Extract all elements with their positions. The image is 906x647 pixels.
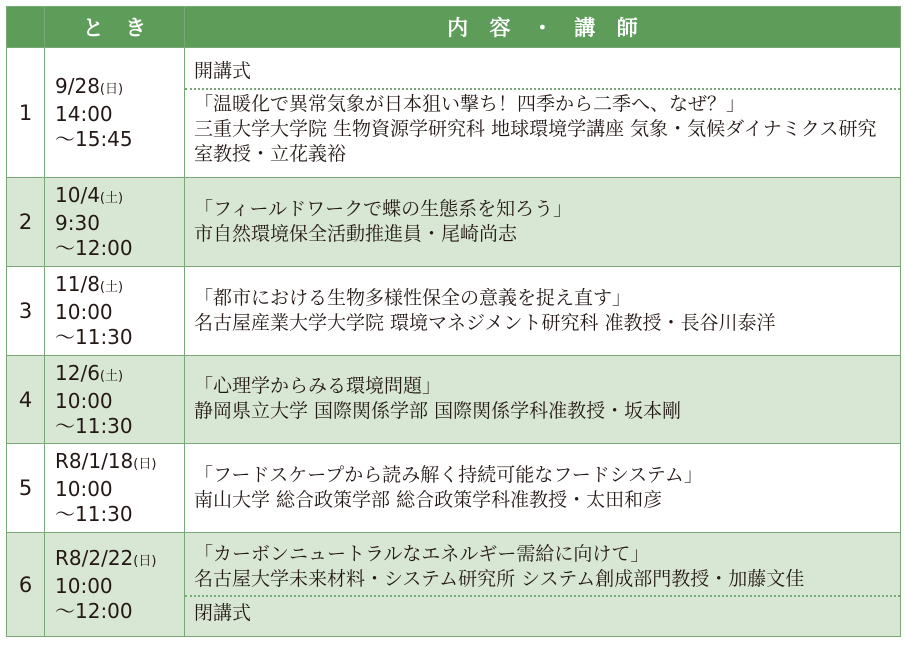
session-datetime — [45, 178, 185, 267]
session-weekday: (日) — [99, 81, 124, 97]
session-start: 14:00 — [55, 101, 113, 126]
session-date: R8/2/22 — [55, 545, 134, 570]
lecture-title: 「フィールドワークで蝶の生態系を知ろう」 — [194, 197, 573, 220]
lecture-speaker: 南山大学 総合政策学部 総合政策学科准教授・太田和彦 — [194, 488, 663, 511]
session-date: 12/6 — [55, 360, 100, 385]
session-end: 〜12:00 — [55, 598, 133, 623]
lecture-block — [185, 372, 900, 427]
session-datetime — [45, 356, 185, 444]
lecture-speaker: 名古屋大学未来材料・システム研究所 システム創成部門教授・加藤文佳 — [194, 567, 805, 590]
session-start: 9:30 — [55, 211, 100, 235]
session-number: 1 — [7, 48, 45, 178]
table-row — [7, 267, 901, 356]
session-content — [185, 356, 901, 444]
session-weekday: (日) — [133, 457, 157, 472]
table-row — [7, 48, 901, 178]
table-row — [7, 444, 901, 533]
session-start: 10:00 — [55, 300, 113, 324]
lecture-block — [185, 284, 900, 339]
lecture-title: 「温暖化で異常気象が日本狙い撃ち！四季から二季へ、なぜ？」 — [194, 93, 746, 115]
header-number-cell — [7, 7, 45, 48]
session-content — [185, 48, 901, 178]
lecture-speaker: 市自然環境保全活動推進員・尾崎尚志 — [194, 222, 518, 245]
lecture-speaker: 静岡県立大学 国際関係学部 国際関係学科准教授・坂本剛 — [194, 400, 682, 422]
closing-ceremony: 閉講式 — [185, 595, 900, 630]
session-content — [185, 533, 901, 637]
lecture-block — [185, 88, 900, 170]
session-datetime — [45, 533, 185, 637]
lecture-title: 「心理学からみる環境問題」 — [194, 375, 442, 397]
session-end: 〜15:45 — [55, 126, 133, 151]
table-row — [7, 356, 901, 444]
session-date: 11/8 — [55, 272, 100, 296]
session-start: 10:00 — [55, 477, 113, 501]
lecture-block — [185, 540, 900, 595]
table-row — [7, 533, 901, 637]
session-datetime — [45, 444, 185, 533]
session-date: 9/28 — [55, 73, 100, 98]
session-number: 3 — [7, 267, 45, 356]
session-date: 10/4 — [55, 183, 100, 207]
session-end: 〜11:30 — [55, 325, 133, 349]
session-weekday: (土) — [99, 191, 124, 206]
header-row — [7, 7, 901, 48]
session-number: 6 — [7, 533, 45, 637]
lecture-block — [185, 195, 900, 250]
session-number: 2 — [7, 178, 45, 267]
header-content: 内 容 ・ 講 師 — [185, 7, 901, 48]
session-start: 10:00 — [55, 573, 113, 598]
session-start: 10:00 — [55, 388, 113, 413]
session-number: 4 — [7, 356, 45, 444]
session-content — [185, 444, 901, 533]
schedule-table — [6, 6, 901, 637]
header-toki: と き — [45, 7, 185, 48]
session-content — [185, 178, 901, 267]
lecture-title: 「カーボンニュートラルなエネルギー需給に向けて」 — [194, 542, 650, 565]
session-content — [185, 267, 901, 356]
session-date: R8/1/18 — [55, 449, 134, 473]
lecture-title: 「フードスケープから読み解く持続可能なフードシステム」 — [194, 463, 703, 486]
session-weekday: (土) — [99, 368, 124, 384]
lecture-speaker: 名古屋産業大学大学院 環境マネジメント研究科 准教授・長谷川泰洋 — [194, 311, 776, 334]
session-datetime — [45, 48, 185, 178]
session-number: 5 — [7, 444, 45, 533]
table-row — [7, 178, 901, 267]
session-weekday: (土) — [99, 280, 124, 295]
lecture-title: 「都市における生物多様性保全の意義を捉え直す」 — [194, 286, 632, 309]
session-end: 〜11:30 — [55, 413, 133, 438]
session-weekday: (日) — [133, 553, 157, 569]
session-datetime — [45, 267, 185, 356]
lecture-speaker: 三重大学大学院 生物資源学研究科 地球環境学講座 気象・気候ダイナミクス研究室教授・立花義裕 — [194, 118, 877, 165]
session-end: 〜12:00 — [55, 236, 133, 260]
session-end: 〜11:30 — [55, 502, 133, 526]
opening-ceremony: 開講式 — [194, 60, 252, 82]
lecture-block — [185, 461, 900, 516]
